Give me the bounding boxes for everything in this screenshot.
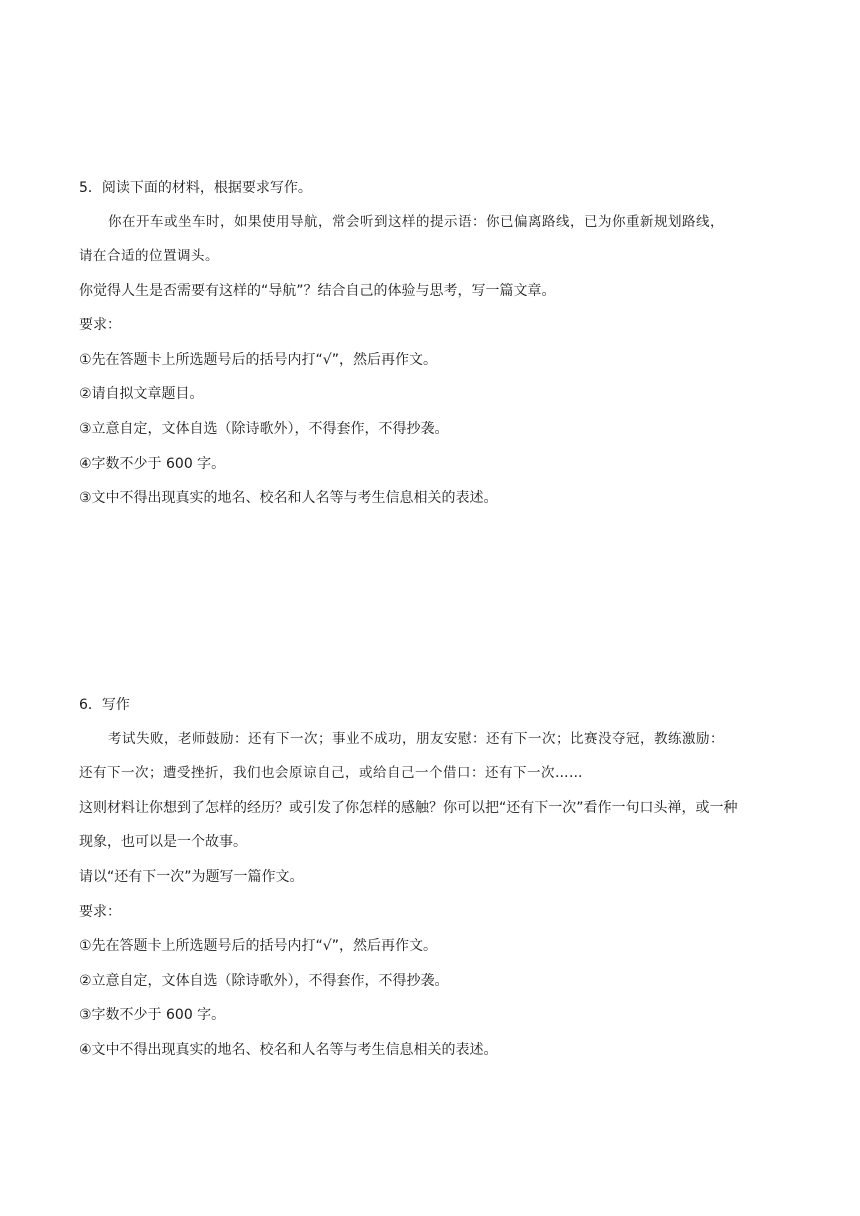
q5-requirement-2: ②请自拟文章题目。: [79, 386, 204, 402]
q6-requirements-label: 要求：: [79, 904, 121, 920]
q5-requirement-4: ④字数不少于 600 字。: [79, 456, 226, 472]
q5-prompt: 你觉得人生是否需要有这样的“导航”？结合自己的体验与思考，写一篇文章。: [79, 283, 556, 299]
q5-material-line2: 请在合适的位置调头。: [79, 248, 219, 264]
q5-requirements-label: 要求：: [79, 317, 121, 333]
q5-requirement-3: ③立意自定，文体自选（除诗歌外），不得套作，不得抄袭。: [79, 421, 449, 437]
q6-requirement-1: ①先在答题卡上所选题号后的括号内打“√”，然后再作文。: [79, 938, 437, 954]
q6-requirement-3: ③字数不少于 600 字。: [79, 1007, 226, 1023]
q6-prompt-line1: 这则材料让你想到了怎样的经历？或引发了你怎样的感触？你可以把“还有下一次”看作一句口头禅，或一种: [79, 800, 738, 816]
q5-requirement-1: ①先在答题卡上所选题号后的括号内打“√”，然后再作文。: [79, 352, 437, 368]
q6-heading: 6．写作: [79, 697, 130, 713]
q6-requirement-2: ②立意自定，文体自选（除诗歌外），不得套作，不得抄袭。: [79, 973, 449, 989]
q6-prompt-line2: 现象，也可以是一个故事。: [79, 834, 247, 850]
q5-material-line1: 你在开车或坐车时，如果使用导航，常会听到这样的提示语：你已偏离路线，已为你重新规划路线，: [108, 214, 724, 230]
q5-heading: 5．阅读下面的材料，根据要求写作。: [79, 180, 312, 196]
q6-requirement-4: ④文中不得出现真实的地名、校名和人名等与考生信息相关的表述。: [79, 1042, 498, 1058]
q6-material-line1: 考试失败，老师鼓励：还有下一次；事业不成功，朋友安慰：还有下一次；比赛没夺冠，教练激励：: [108, 731, 724, 747]
q6-title-instruction: 请以“还有下一次”为题写一篇作文。: [79, 869, 304, 885]
q6-material-line2: 还有下一次；遭受挫折，我们也会原谅自己，或给自己一个借口：还有下一次……: [79, 765, 583, 781]
q5-requirement-5: ③文中不得出现真实的地名、校名和人名等与考生信息相关的表述。: [79, 490, 498, 506]
